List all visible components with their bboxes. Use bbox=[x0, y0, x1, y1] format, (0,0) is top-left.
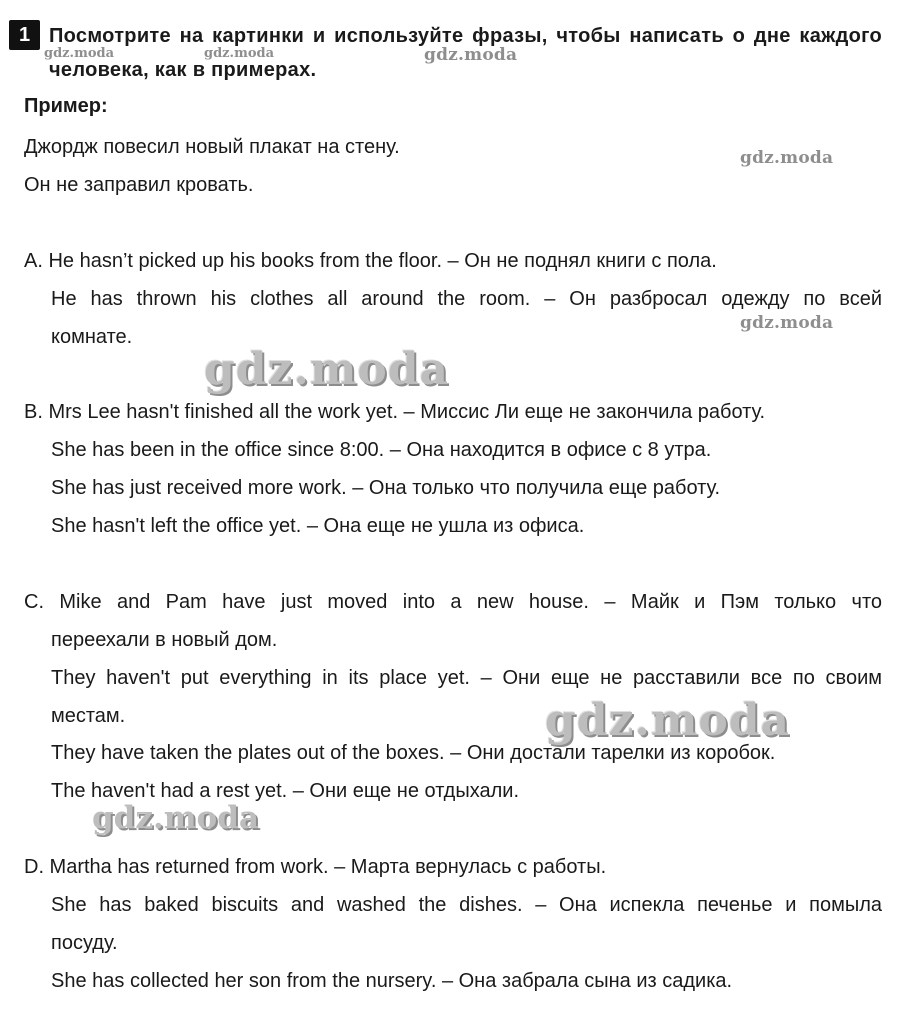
task-instruction: Посмотрите на картинки и используйте фразы, чтобы написать о дне каждого человека, как в примерах. bbox=[49, 25, 882, 81]
section-c-line-4: местам. bbox=[51, 705, 126, 727]
watermark-logo: gdz.moda bbox=[92, 800, 259, 836]
example-line-1: Джордж повесил новый плакат на стену. bbox=[24, 136, 400, 158]
section-a-line-1: A. He hasn’t picked up his books from the floor. – Он не поднял книги с пола. bbox=[24, 250, 717, 272]
section-a-line-2: He has thrown his clothes all around the room. – Он разбросал одежду по всей bbox=[51, 288, 882, 310]
example-label: Пример: bbox=[24, 95, 108, 117]
section-c-line-1: C. Mike and Pam have just moved into a new house. – Майк и Пэм только что bbox=[24, 591, 882, 613]
section-b-line-4: She hasn't left the office yet. – Она еще не ушла из офиса. bbox=[51, 515, 585, 537]
watermark-logo: gdz.moda bbox=[44, 46, 115, 61]
section-c-line-6: The haven't had a rest yet. – Они еще не отдыхали. bbox=[51, 780, 520, 802]
section-d-line-4: She has collected her son from the nursery. – Она забрала сына из садика. bbox=[51, 970, 733, 992]
task-number-badge: 1 bbox=[9, 20, 40, 50]
section-d-line-1: D. Martha has returned from work. – Марта вернулась с работы. bbox=[24, 856, 607, 878]
section-b-line-3: She has just received more work. – Она только что получила еще работу. bbox=[51, 477, 721, 499]
section-b-line-1: B. Mrs Lee hasn't finished all the work yet. – Миссис Ли еще не закончила работу. bbox=[24, 401, 766, 423]
section-a-line-3: комнате. bbox=[51, 326, 133, 348]
section-d-line-2: She has baked biscuits and washed the dishes. – Она испекла печенье и помыла bbox=[51, 894, 882, 916]
watermark-logo: gdz.moda bbox=[740, 313, 834, 333]
section-c-line-2: переехали в новый дом. bbox=[51, 629, 278, 651]
section-b-line-2: She has been in the office since 8:00. – Она находится в офисе с 8 утра. bbox=[51, 439, 712, 461]
section-d-line-3: посуду. bbox=[51, 932, 118, 954]
example-line-2: Он не заправил кровать. bbox=[24, 174, 254, 196]
watermark-logo: gdz.moda bbox=[204, 46, 275, 61]
section-c-line-5: They have taken the plates out of the boxes. – Они достали тарелки из коробок. bbox=[51, 742, 776, 764]
watermark-logo: gdz.moda bbox=[545, 695, 791, 746]
watermark-logo: gdz.moda bbox=[424, 45, 518, 65]
watermark-logo: gdz.moda bbox=[204, 344, 450, 395]
section-c-line-3: They haven't put everything in its place yet. – Они еще не расставили все по своим bbox=[51, 667, 882, 689]
watermark-logo: gdz.moda bbox=[740, 148, 834, 168]
